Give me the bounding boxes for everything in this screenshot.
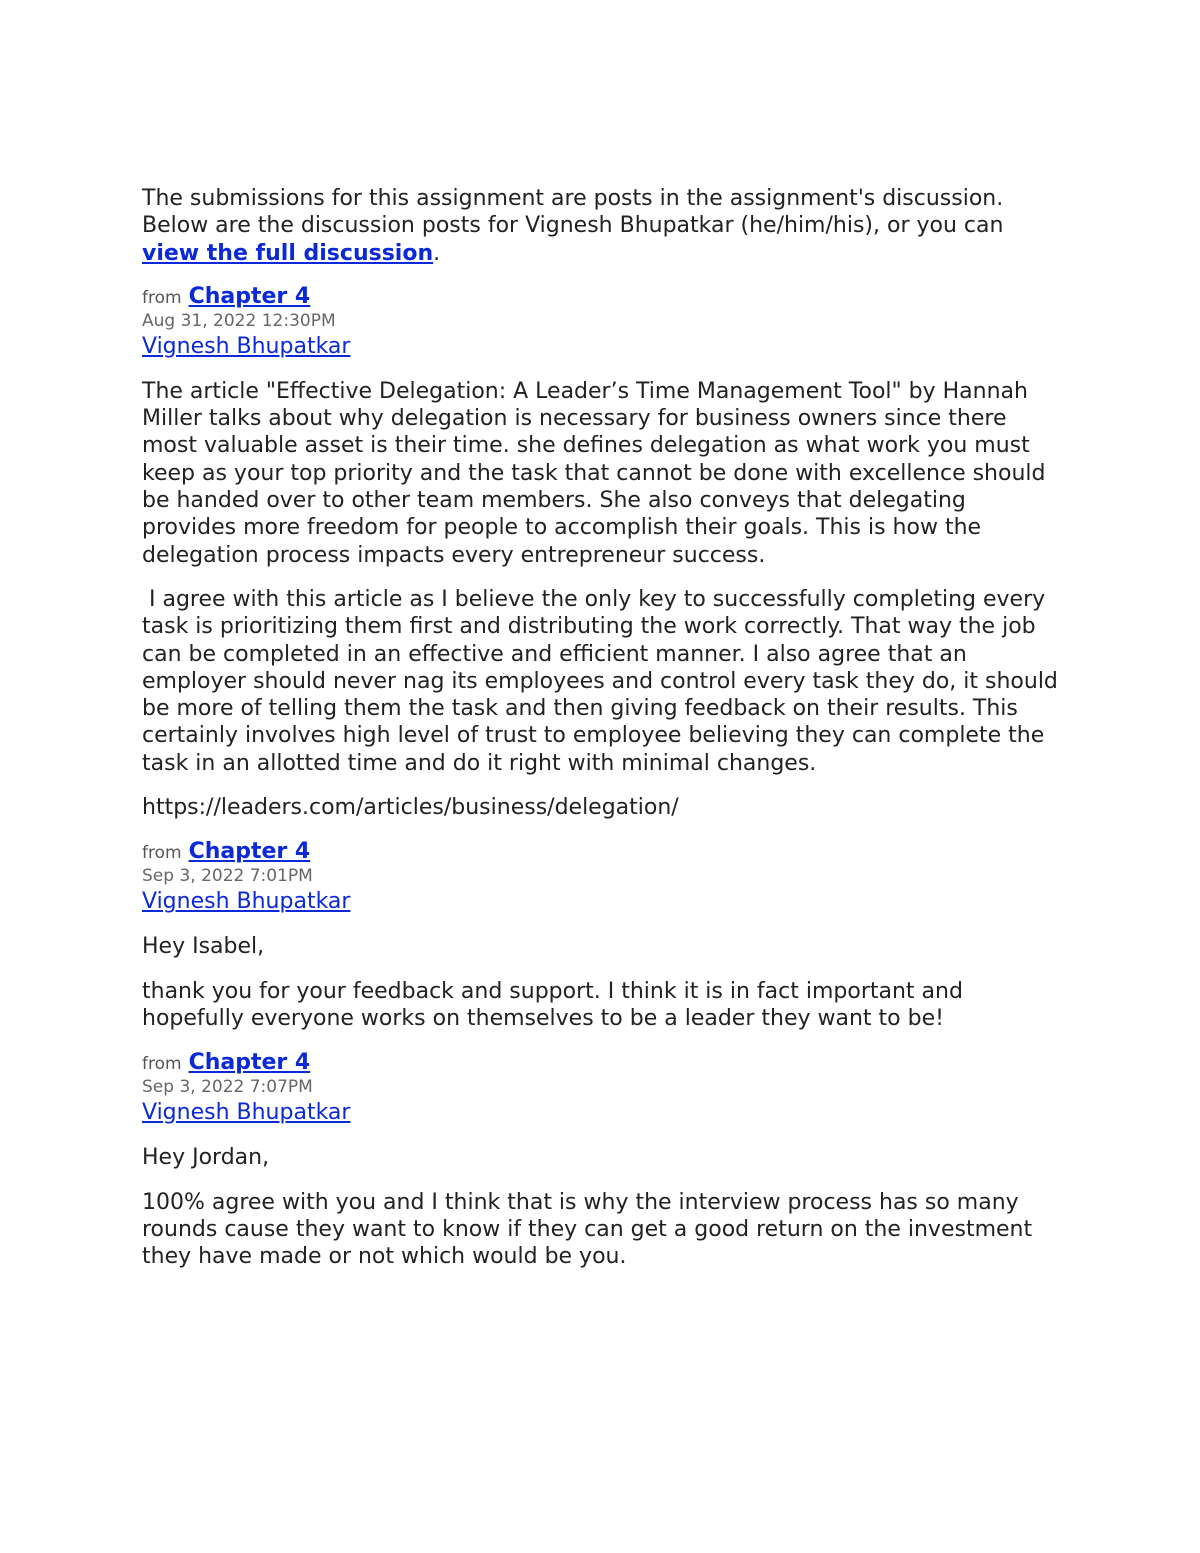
from-label: from [142,1054,182,1075]
post-paragraph: thank you for your feedback and support. I think it is in fact important and hopefully everyone works on themselves to be a leader they want to be! [142,978,963,1031]
chapter-link[interactable]: Chapter 4 [188,839,311,865]
post-source [142,284,1062,311]
post-author [142,887,1062,917]
post-source [142,1050,1062,1077]
intro-text-end: . [433,240,441,266]
intro-paragraph [142,185,1062,267]
chapter-link[interactable]: Chapter 4 [188,283,311,309]
chapter-link[interactable]: Chapter 4 [188,1050,311,1076]
author-link[interactable]: Vignesh Bhupatkar [142,333,351,359]
discussion-post [142,839,1062,1032]
post-date: Aug 31, 2022 12:30PM [142,310,336,331]
discussion-post [142,284,1062,821]
discussion-post [142,1050,1062,1270]
post-date: Sep 3, 2022 7:01PM [142,866,313,887]
intro-text: The submissions for this assignment are posts in the assignment's discussion. Below are the discussion posts for Vignesh Bhupatkar (he/him/his), or you can [142,186,1004,239]
post-paragraph: Hey Isabel, [142,934,265,960]
post-author [142,332,1062,362]
view-full-discussion-link[interactable]: view the full discussion [142,240,434,266]
author-link[interactable]: Vignesh Bhupatkar [142,1100,351,1126]
author-link[interactable]: Vignesh Bhupatkar [142,889,351,915]
post-author [142,1098,1062,1128]
post-source [142,839,1062,866]
post-paragraph: 100% agree with you and I think that is why the interview process has so many rounds cause they want to know if they can get a good return on the investment they have made or not which would be you. [142,1189,1033,1270]
document-page [142,185,1062,1288]
post-paragraph: Hey Jordan, [142,1145,270,1171]
from-label: from [142,843,182,864]
from-label: from [142,287,182,308]
post-paragraph: I agree with this article as I believe the only key to successfully completing every task is prioritizing them first and distributing the work correctly. That way the job can be completed in an effective and efficient manner. I also agree that an employer should never nag its employees and control every task they do, it should be more of telling them the task and then giving feedback on their results. This certainly involves high level of trust to employee believing they can complete the task in an allotted time and do it right with minimal changes. [142,586,1058,776]
post-date: Sep 3, 2022 7:07PM [142,1077,313,1098]
post-paragraph-url: https://leaders.com/articles/business/delegation/ [142,795,679,821]
post-paragraph: The article "Effective Delegation: A Leader’s Time Management Tool" by Hannah Miller talks about why delegation is necessary for business owners since there most valuable asset is their time. she defines delegation as what work you must keep as your top priority and the task that cannot be done with excellence should be handed over to other team members. She also conveys that delegating provides more freedom for people to accomplish their goals. This is how the delegation process impacts every entrepreneur success. [142,378,1046,568]
